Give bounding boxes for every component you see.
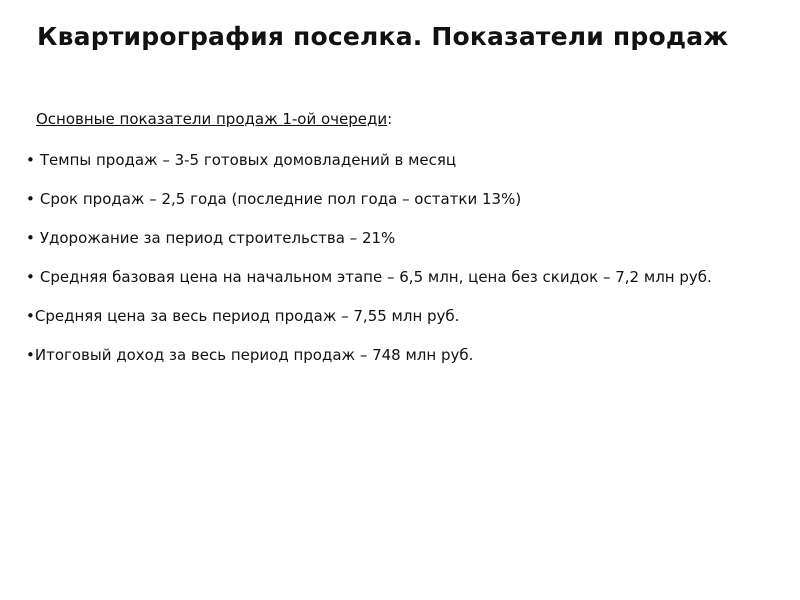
bullet-icon: • bbox=[26, 268, 35, 286]
subtitle-colon: : bbox=[387, 110, 393, 128]
list-item-total-revenue bbox=[26, 345, 712, 384]
subtitle-label: Основные показатели продаж 1-ой очереди bbox=[36, 110, 388, 128]
bullet-icon: • bbox=[26, 346, 35, 364]
list-item-sales-pace bbox=[26, 150, 712, 189]
indicators-list bbox=[26, 150, 712, 384]
section-subtitle bbox=[36, 110, 392, 128]
list-item-text: Средняя цена за весь период продаж – 7,55 млн руб. bbox=[34, 307, 460, 325]
list-item-text: Средняя базовая цена на начальном этапе – 6,5 млн, цена без скидок – 7,2 млн руб. bbox=[39, 268, 712, 286]
list-item-average-price bbox=[26, 306, 712, 345]
slide-title: Квартирография поселка. Показатели продаж bbox=[37, 22, 729, 51]
bullet-icon: • bbox=[26, 151, 35, 169]
list-item-text: Срок продаж – 2,5 года (последние пол года – остатки 13%) bbox=[39, 190, 522, 208]
list-item-price-increase bbox=[26, 228, 712, 267]
list-item-base-price bbox=[26, 267, 712, 306]
bullet-icon: • bbox=[26, 307, 35, 325]
bullet-icon: • bbox=[26, 229, 35, 247]
bullet-icon: • bbox=[26, 190, 35, 208]
list-item-text: Итоговый доход за весь период продаж – 748 млн руб. bbox=[34, 346, 474, 364]
list-item-sales-period bbox=[26, 189, 712, 228]
list-item-text: Удорожание за период строительства – 21% bbox=[39, 229, 396, 247]
list-item-text: Темпы продаж – 3-5 готовых домовладений в месяц bbox=[39, 151, 457, 169]
